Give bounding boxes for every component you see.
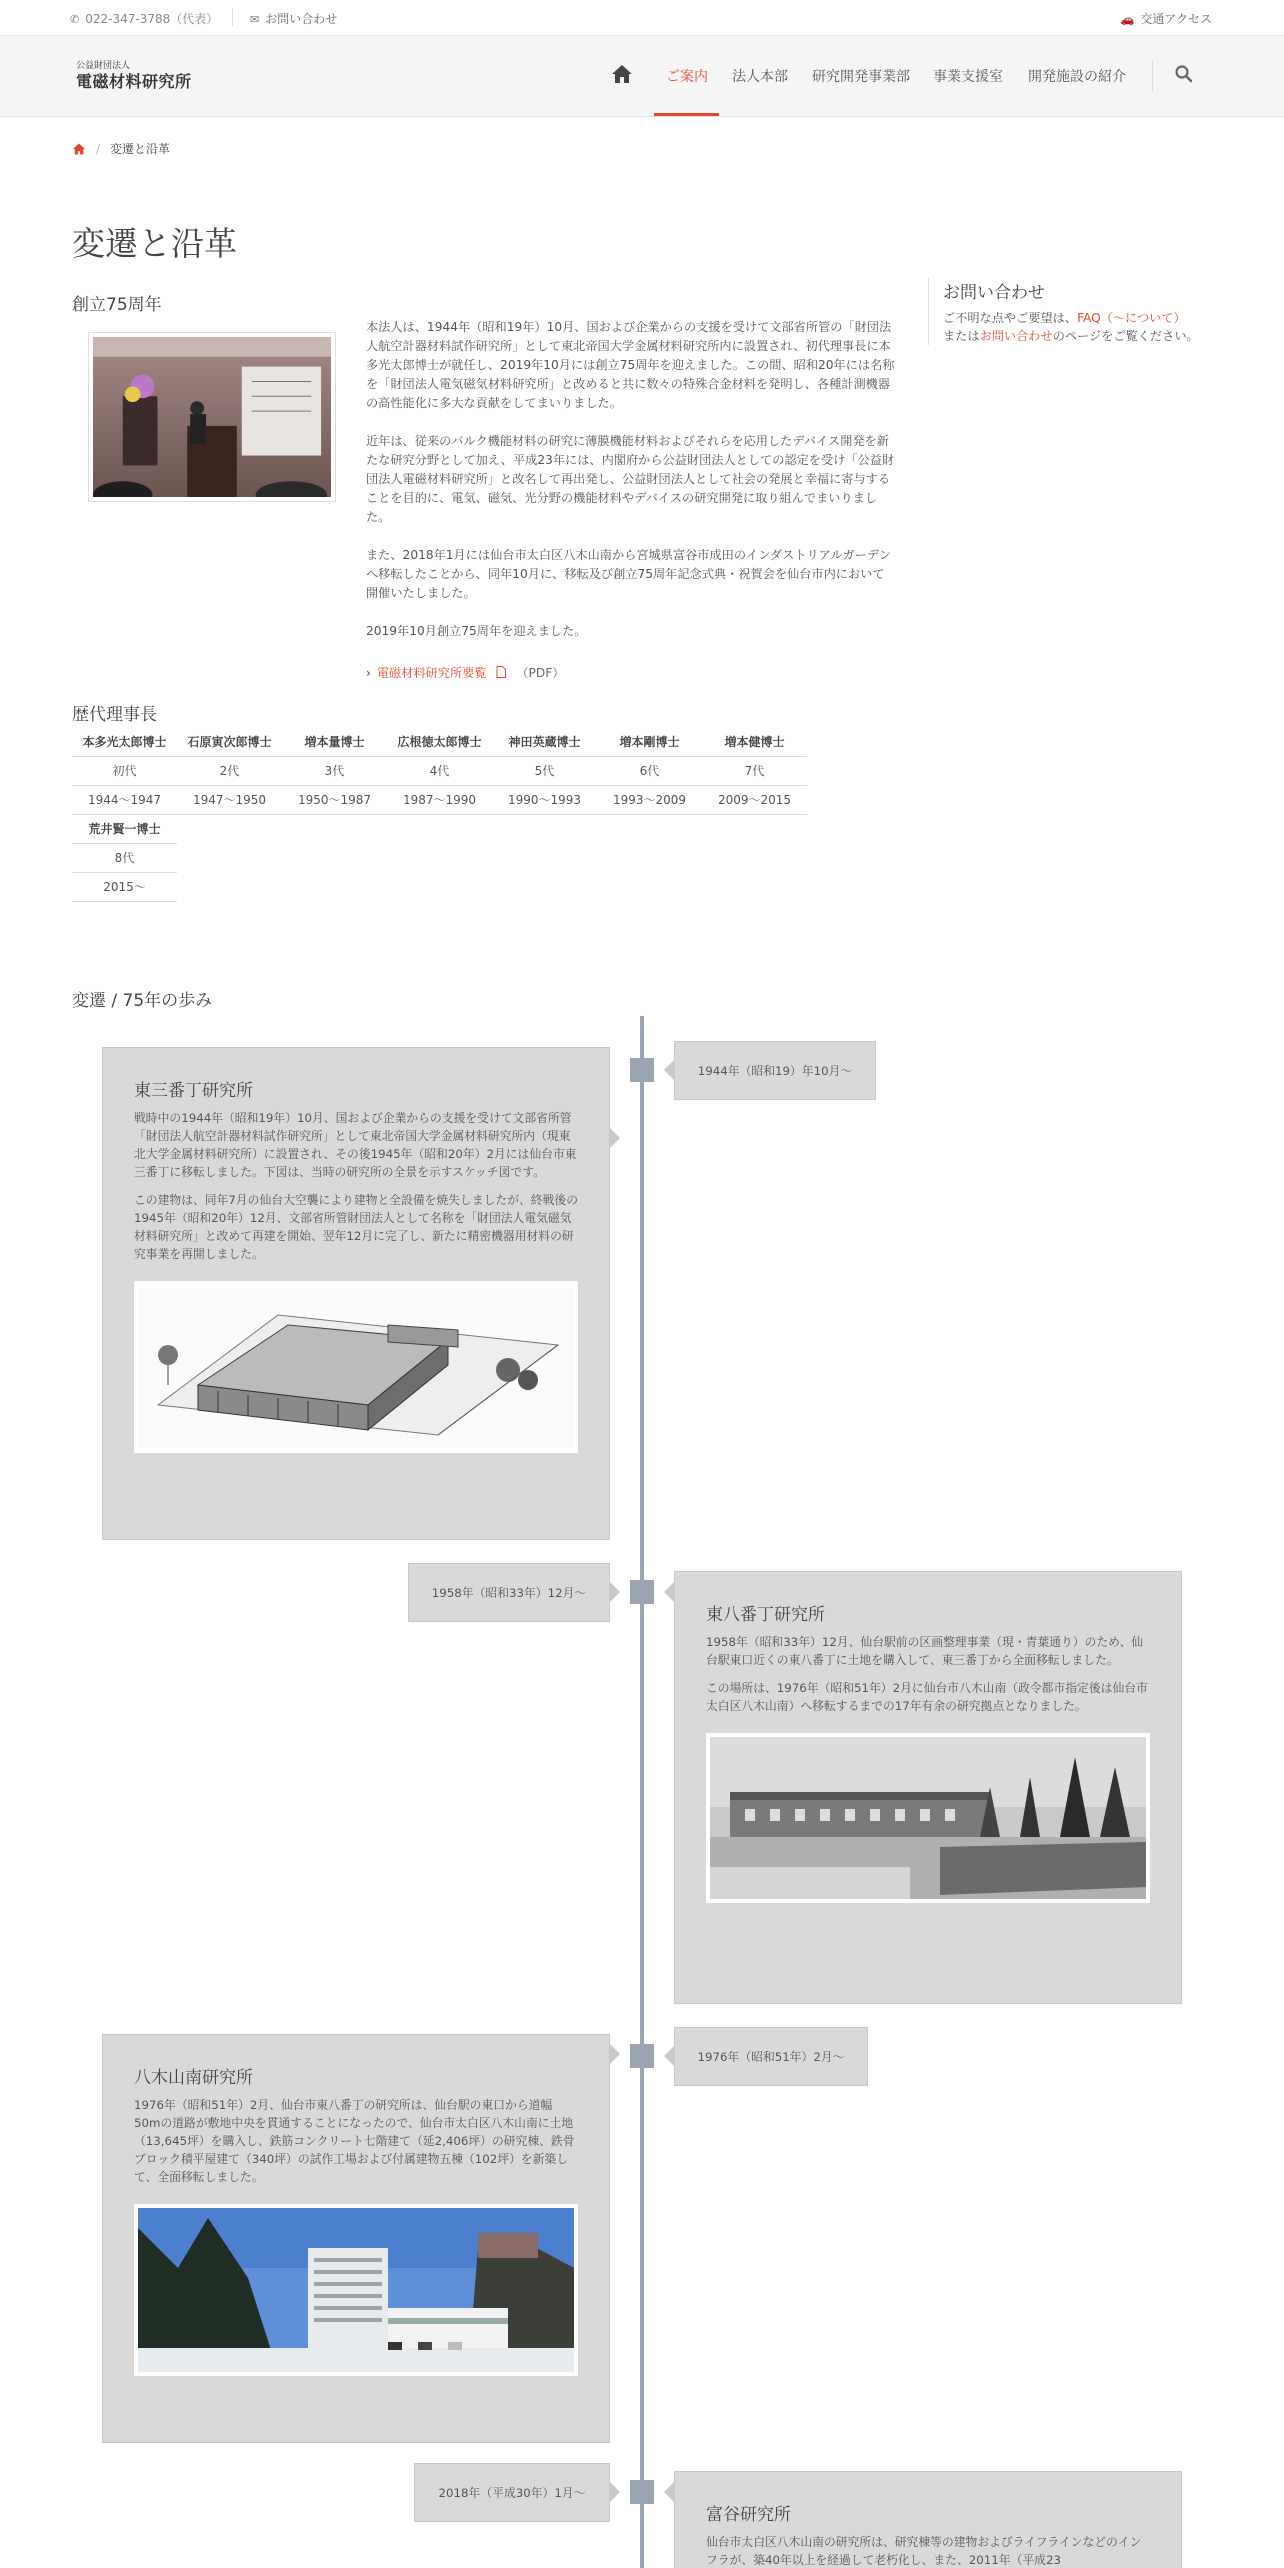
director-generation: 3代 bbox=[282, 756, 387, 785]
nav-facilities[interactable]: 開発施設の紹介 bbox=[1028, 69, 1126, 85]
empty-cell bbox=[282, 843, 387, 872]
section-title-anniversary: 創立75周年 bbox=[72, 295, 162, 315]
date-pointer bbox=[664, 2046, 674, 2066]
director-generation: 4代 bbox=[387, 756, 492, 785]
sidebar-contact bbox=[928, 278, 1208, 345]
top-bar bbox=[0, 0, 1284, 36]
director-name: 広根徳太郎博士 bbox=[387, 727, 492, 756]
empty-cell bbox=[177, 843, 282, 872]
card-pointer bbox=[664, 1582, 674, 1602]
breadcrumb bbox=[72, 140, 170, 157]
intro-paragraph: 2019年10月創立75周年を迎えました。 bbox=[366, 624, 587, 638]
director-term: 1990～1993 bbox=[492, 785, 597, 814]
empty-cell bbox=[177, 872, 282, 901]
brochure-pdf-link[interactable]: 電磁材料研究所要覧 bbox=[376, 666, 487, 680]
date-pointer bbox=[610, 2482, 620, 2502]
breadcrumb-current: 変遷と沿革 bbox=[110, 142, 171, 156]
timeline-card-yagiyama-minami bbox=[102, 2034, 610, 2443]
date-pointer bbox=[664, 1060, 674, 1080]
envelope-icon: ✉ bbox=[250, 13, 260, 26]
divider bbox=[232, 8, 233, 26]
nav-active-indicator bbox=[654, 113, 719, 116]
director-generation: 6代 bbox=[597, 756, 702, 785]
director-term: 2009～2015 bbox=[702, 785, 807, 814]
pdf-file-icon bbox=[496, 666, 506, 678]
site-header bbox=[0, 36, 1284, 117]
contact-link[interactable]: ✉ お問い合わせ bbox=[250, 12, 338, 26]
empty-cell bbox=[492, 814, 597, 843]
intro-paragraph: また、2018年1月には仙台市太白区八木山南から宮城県富谷市成田のインダストリアルガーデンへ移転したことから、同年10月に、移転及び創立75周年記念式典・祝賀会を仙台市内において開催いたしました。 bbox=[366, 548, 892, 600]
sidebar-text: ご不明な点やご要望は、FAQ（～について） またはお問い合わせのページをご覧ください。 bbox=[943, 311, 1199, 343]
director-name: 荒井賢一博士 bbox=[72, 814, 177, 843]
director-generation: 初代 bbox=[72, 756, 177, 785]
timeline-date: 1976年（昭和51年）2月～ bbox=[674, 2027, 868, 2086]
empty-cell bbox=[597, 872, 702, 901]
home-icon[interactable] bbox=[72, 143, 86, 155]
date-pointer bbox=[610, 1582, 620, 1602]
empty-cell bbox=[702, 872, 807, 901]
timeline-date: 2018年（平成30年）1月～ bbox=[414, 2463, 610, 2522]
divider bbox=[1152, 60, 1153, 92]
timeline-card-text: この場所は、1976年（昭和51年）2月に仙台市八木山南（政令都市指定後は仙台市太白区八木山南）へ移転するまでの17年有余の研究拠点となりました。 bbox=[706, 1681, 1148, 1713]
search-icon[interactable] bbox=[1174, 64, 1194, 84]
building-photo-color bbox=[134, 2204, 578, 2376]
timeline-card-text: 1958年（昭和33年）12月、仙台駅前の区画整理事業（現・青葉通り）のため、仙台駅東口近くの東八番丁に土地を購入して、東三番丁から全面移転しました。 bbox=[706, 1635, 1144, 1667]
contact-page-link[interactable]: お問い合わせ bbox=[979, 329, 1053, 343]
timeline-marker bbox=[630, 2044, 654, 2068]
section-title-history: 変遷 / 75年の歩み bbox=[72, 991, 213, 1011]
timeline-card-title: 東八番丁研究所 bbox=[706, 1605, 825, 1625]
pdf-link-row bbox=[366, 664, 564, 681]
director-name: 本多光太郎博士 bbox=[72, 727, 177, 756]
timeline-date: 1958年（昭和33年）12月～ bbox=[408, 1563, 610, 1622]
director-term: 2015～ bbox=[72, 872, 177, 901]
empty-cell bbox=[597, 814, 702, 843]
director-name: 増本量博士 bbox=[282, 727, 387, 756]
intro-text bbox=[366, 318, 896, 660]
building-photo-bw bbox=[706, 1733, 1150, 1903]
timeline-line bbox=[640, 1016, 644, 2568]
empty-cell bbox=[177, 814, 282, 843]
nav-guide[interactable]: ご案内 bbox=[666, 69, 708, 85]
timeline-card-title: 富谷研究所 bbox=[706, 2505, 791, 2525]
card-pointer bbox=[664, 2482, 674, 2502]
page-title: 変遷と沿革 bbox=[72, 224, 237, 263]
director-term: 1987～1990 bbox=[387, 785, 492, 814]
timeline-card-text: 戦時中の1944年（昭和19年）10月、国および企業からの支援を受けて文部省所管「財団法人航空計器材料試作研究所」として東北帝国大学金属材料研究所内（現東北大学金属材料研究所）に設置され、その後1945年（昭和20年）2月には仙台市東三番丁に移転しました。下図は、当時の研究所の全景を示すスケッチ図です。 bbox=[134, 1111, 577, 1179]
director-generation: 7代 bbox=[702, 756, 807, 785]
pdf-label: （PDF） bbox=[516, 666, 565, 680]
director-term: 1944～1947 bbox=[72, 785, 177, 814]
sidebar-title: お問い合わせ bbox=[943, 283, 1045, 303]
empty-cell bbox=[387, 814, 492, 843]
section-title-directors: 歴代理事長 bbox=[72, 705, 157, 725]
intro-paragraph: 近年は、従来のバルク機能材料の研究に薄膜機能材料およびそれらを応用したデバイス開発を新たな研究分野として加え、平成23年には、内閣府から公益財団法人としての認定を受け「公益財団法人電磁材料研究所」と改名して再出発し、公益財団法人として社会の発展と幸福に寄与することを目的に、電気、磁気、光分野の機能材料やデバイスの研究開発に取り組んでまいりました。 bbox=[366, 434, 895, 524]
car-icon: 🚗 bbox=[1120, 13, 1135, 26]
empty-cell bbox=[282, 872, 387, 901]
director-generation: 8代 bbox=[72, 843, 177, 872]
timeline-marker bbox=[630, 1058, 654, 1082]
timeline-card-title: 東三番丁研究所 bbox=[134, 1081, 253, 1101]
timeline-card-higashi-sanbancho bbox=[102, 1047, 610, 1540]
timeline-card-title: 八木山南研究所 bbox=[134, 2068, 253, 2088]
director-generation: 5代 bbox=[492, 756, 597, 785]
faq-link[interactable]: FAQ（～について） bbox=[1077, 311, 1186, 325]
director-generation: 2代 bbox=[177, 756, 282, 785]
director-term: 1950～1987 bbox=[282, 785, 387, 814]
timeline-marker bbox=[630, 1580, 654, 1604]
phone-number[interactable]: ✆ 022-347-3788（代表） bbox=[70, 12, 219, 26]
chevron-right-icon: › bbox=[366, 666, 371, 680]
ceremony-photo bbox=[88, 332, 336, 502]
phone-icon: ✆ bbox=[70, 13, 80, 26]
director-term: 1947～1950 bbox=[177, 785, 282, 814]
empty-cell bbox=[387, 843, 492, 872]
empty-cell bbox=[282, 814, 387, 843]
nav-rnd[interactable]: 研究開発事業部 bbox=[812, 69, 910, 85]
empty-cell bbox=[492, 872, 597, 901]
timeline-card-text: 1976年（昭和51年）2月、仙台市東八番丁の研究所は、仙台駅の東口から道幅50mの道路が敷地中央を貫通することになったので、仙台市太白区八木山南に土地（13,645坪）を購入し、鉄筋コンクリート七階建て（延2,406坪）の研究棟、鉄骨ブロック積平屋建て（340坪）の試作工場および付属建物五棟（102坪）を新築して、全面移転しました。 bbox=[134, 2098, 575, 2184]
intro-paragraph: 本法人は、1944年（昭和19年）10月、国および企業からの支援を受けて文部省所管の「財団法人航空計器材料試作研究所」として東北帝国大学金属材料研究所内に設置され、初代理事長に本多光太郎博士が就任し、2019年10月には創立75周年を迎えました。この間、昭和20年には名称を「財団法人電気磁気材料研究所」と改めると共に数々の特殊合金材料を発明し、各種計測機器の高性能化に多大な貢献をしてまいりました。 bbox=[366, 320, 895, 410]
nav-headquarters[interactable]: 法人本部 bbox=[732, 69, 788, 85]
empty-cell bbox=[387, 872, 492, 901]
empty-cell bbox=[597, 843, 702, 872]
access-link[interactable]: 🚗 交通アクセス bbox=[1120, 12, 1212, 26]
director-name: 増本健博士 bbox=[702, 727, 807, 756]
empty-cell bbox=[702, 814, 807, 843]
nav-support[interactable]: 事業支援室 bbox=[933, 69, 1003, 85]
empty-cell bbox=[702, 843, 807, 872]
timeline-card-text: この建物は、同年7月の仙台大空襲により建物と全設備を焼失しましたが、終戦後の1945年（昭和20年）12月、文部省所管財団法人として名称を「財団法人電気磁気材料研究所」と改めて再建を開始、翌年12月に完了し、新たに精密機器用材料の研究事業を再開しました。 bbox=[134, 1193, 578, 1261]
director-name: 石原寅次郎博士 bbox=[177, 727, 282, 756]
logo-subtitle: 公益財団法人 bbox=[76, 61, 131, 71]
sketch-image bbox=[134, 1281, 578, 1453]
timeline-marker bbox=[630, 2480, 654, 2504]
director-name: 神田英蔵博士 bbox=[492, 727, 597, 756]
timeline-card-tomiya bbox=[674, 2471, 1182, 2568]
home-icon[interactable] bbox=[610, 62, 634, 86]
empty-cell bbox=[492, 843, 597, 872]
timeline-card-text: 仙台市太白区八木山南の研究所は、研究棟等の建物およびライフラインなどのインフラが、築40年以上を経過して老朽化し、また、2011年（平成23 bbox=[706, 2535, 1142, 2567]
breadcrumb-separator: / bbox=[96, 141, 101, 156]
director-term: 1993～2009 bbox=[597, 785, 702, 814]
directors-table bbox=[72, 727, 807, 902]
timeline-card-higashi-hachibancho bbox=[674, 1571, 1182, 2004]
logo[interactable]: 電磁材料研究所 bbox=[76, 72, 192, 91]
timeline-date: 1944年（昭和19）年10月～ bbox=[674, 1041, 876, 1100]
card-pointer bbox=[610, 2044, 620, 2064]
card-pointer bbox=[610, 1128, 620, 1148]
director-name: 増本剛博士 bbox=[597, 727, 702, 756]
